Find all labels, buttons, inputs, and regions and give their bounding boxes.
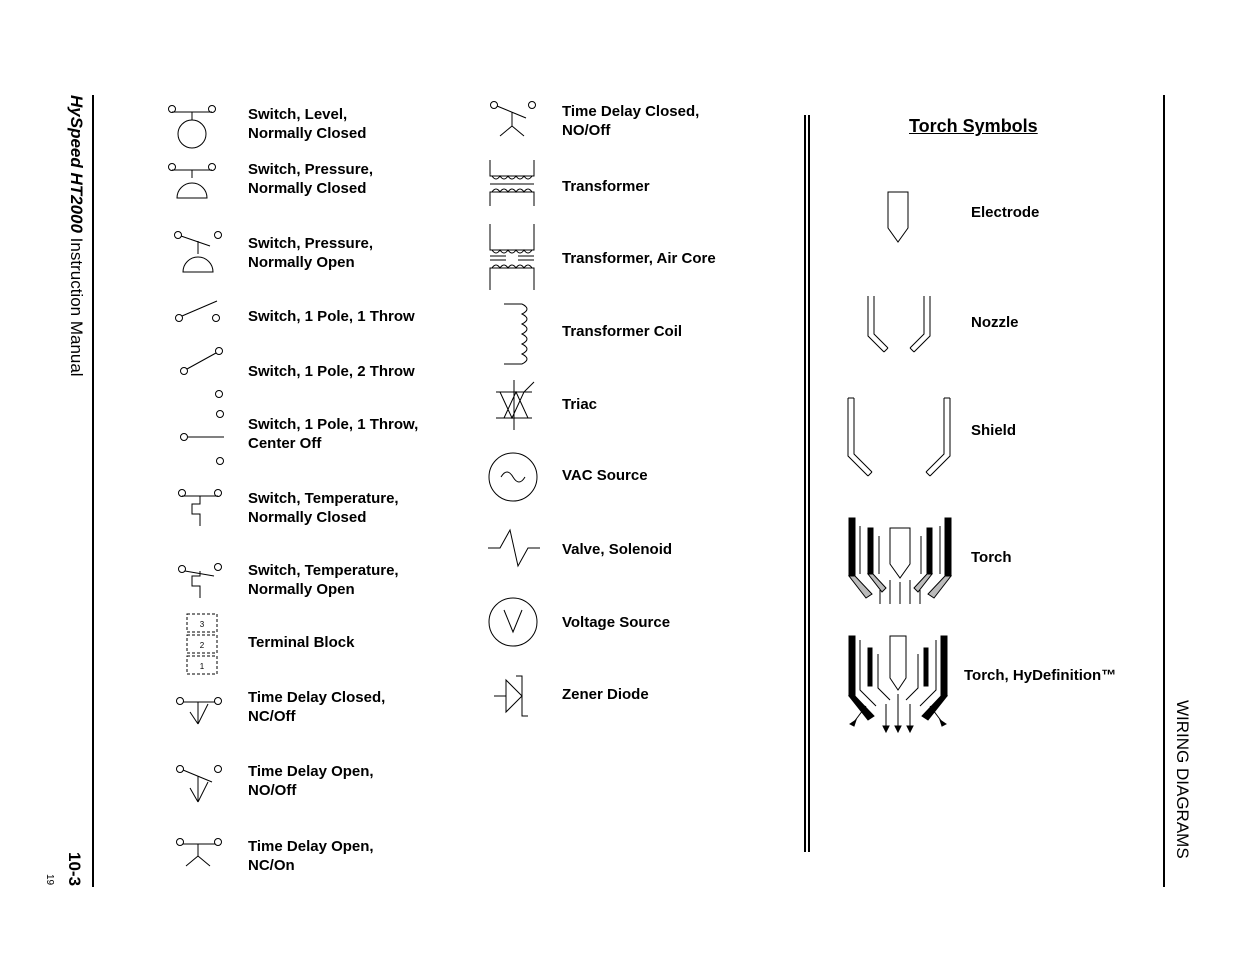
page-number xyxy=(56,852,86,892)
vac-source-icon xyxy=(486,448,540,506)
line1: Switch, Temperature, xyxy=(248,562,399,579)
switch-level-nc-icon xyxy=(164,100,224,152)
label-switch-temperature-no xyxy=(248,562,399,599)
switch-center-off-icon xyxy=(176,406,228,468)
line1: Time Delay Closed, xyxy=(562,103,700,120)
line1: Switch, 1 Pole, 1 Throw xyxy=(248,308,415,325)
label-switch-center-off xyxy=(248,416,418,453)
line2: Center Off xyxy=(248,434,322,452)
terminal-number-3: 3 xyxy=(199,620,205,629)
label-switch-1p1t xyxy=(248,308,415,327)
shield-icon xyxy=(846,396,952,478)
line1: Time Delay Open, xyxy=(248,838,374,855)
right-margin-rule xyxy=(1163,95,1165,887)
line1: Torch, HyDefinition™ xyxy=(964,667,1117,684)
line1: Shield xyxy=(971,422,1017,439)
time-delay-closed-nc-off-icon xyxy=(172,690,228,730)
switch-temperature-no-icon xyxy=(172,558,228,604)
line2: Normally Closed xyxy=(248,179,367,197)
line1: Triac xyxy=(562,396,598,413)
label-switch-temperature-nc xyxy=(248,490,399,527)
line2: Normally Closed xyxy=(248,124,367,142)
line1: VAC Source xyxy=(562,467,648,484)
transformer-air-core-icon xyxy=(486,222,538,292)
divider-line-a xyxy=(804,115,806,852)
line1: Nozzle xyxy=(971,314,1019,331)
label-switch-pressure-no xyxy=(248,235,373,272)
triac-icon xyxy=(490,378,538,432)
label-time-delay-open-nc-on xyxy=(248,838,374,875)
torch-hydefinition-icon xyxy=(846,634,950,736)
transformer-coil-icon xyxy=(502,300,536,370)
section-title: WIRING DIAGRAMS xyxy=(1173,700,1192,859)
line1: Transformer xyxy=(562,178,650,195)
terminal-block-icon xyxy=(184,612,220,678)
line1: Switch, Temperature, xyxy=(248,490,399,507)
terminal-number-1: 1 xyxy=(199,662,205,671)
label-voltage-source xyxy=(562,614,670,633)
line1: Transformer, Air Core xyxy=(562,250,716,267)
valve-solenoid-icon xyxy=(486,526,542,570)
manual-title: Instruction Manual xyxy=(67,232,86,377)
line2: Normally Closed xyxy=(248,508,367,526)
line1: Switch, 1 Pole, 1 Throw, xyxy=(248,416,419,433)
line2: NC/On xyxy=(248,856,295,874)
switch-1p2t-icon xyxy=(176,344,226,400)
line1: Switch, Pressure, xyxy=(248,235,374,252)
line1: Transformer Coil xyxy=(562,323,683,340)
brand-title: HySpeed HT2000 xyxy=(67,95,86,233)
label-zener-diode xyxy=(562,686,649,705)
label-time-delay-closed-no-off xyxy=(562,103,699,140)
label-transformer-coil xyxy=(562,323,682,342)
line2: Normally Open xyxy=(248,580,355,598)
line1: Time Delay Open, xyxy=(248,763,374,780)
label-switch-pressure-nc xyxy=(248,161,373,198)
line1: Terminal Block xyxy=(248,634,355,651)
time-delay-open-no-off-icon xyxy=(172,760,228,806)
label-torch xyxy=(971,549,1012,568)
label-electrode xyxy=(971,204,1039,223)
time-delay-closed-no-off-icon xyxy=(486,96,542,142)
line2: Normally Open xyxy=(248,253,355,271)
time-delay-open-nc-on-icon xyxy=(172,834,228,870)
terminal-number-2: 2 xyxy=(199,641,205,650)
running-header-left xyxy=(58,95,88,895)
label-switch-level-nc xyxy=(248,106,366,143)
sheet-number-text: 19 xyxy=(44,874,55,886)
label-terminal-block xyxy=(248,634,354,653)
line1: Switch, 1 Pole, 2 Throw xyxy=(248,363,415,380)
line1: Time Delay Closed, xyxy=(248,689,386,706)
label-valve-solenoid xyxy=(562,541,672,560)
line2: NO/Off xyxy=(562,121,611,139)
label-shield xyxy=(971,422,1016,441)
label-transformer-air-core xyxy=(562,250,716,269)
line1: Zener Diode xyxy=(562,686,649,703)
divider-line-b xyxy=(808,115,810,852)
label-time-delay-open-no-off xyxy=(248,763,374,800)
page-number-text: 10-3 xyxy=(65,852,84,887)
line1: Valve, Solenoid xyxy=(562,541,673,558)
label-vac-source xyxy=(562,467,648,486)
switch-pressure-no-icon xyxy=(170,226,230,276)
label-transformer xyxy=(562,178,650,197)
left-margin-rule xyxy=(92,95,94,887)
label-switch-1p2t xyxy=(248,363,415,382)
switch-1p1t-icon xyxy=(170,298,230,328)
label-nozzle xyxy=(971,314,1019,333)
line1: Voltage Source xyxy=(562,614,671,631)
line1: Torch xyxy=(971,549,1012,566)
line1: Switch, Pressure, xyxy=(248,161,374,178)
line1: Electrode xyxy=(971,204,1040,221)
label-torch-hydefinition xyxy=(964,667,1116,686)
running-header-right xyxy=(1168,700,1198,900)
torch-symbols-heading: Torch Symbols xyxy=(909,116,1038,136)
voltage-source-icon xyxy=(486,594,540,650)
transformer-icon xyxy=(486,158,538,208)
electrode-icon xyxy=(886,190,910,244)
line2: NO/Off xyxy=(248,781,297,799)
switch-pressure-nc-icon xyxy=(164,158,224,202)
sheet-number xyxy=(44,874,56,894)
torch-icon xyxy=(846,516,954,608)
label-time-delay-closed-nc-off xyxy=(248,689,385,726)
label-triac xyxy=(562,396,597,415)
zener-diode-icon xyxy=(492,672,538,722)
line1: Switch, Level, xyxy=(248,106,348,123)
line2: NC/Off xyxy=(248,707,296,725)
nozzle-icon xyxy=(864,294,934,356)
switch-temperature-nc-icon xyxy=(172,484,228,530)
